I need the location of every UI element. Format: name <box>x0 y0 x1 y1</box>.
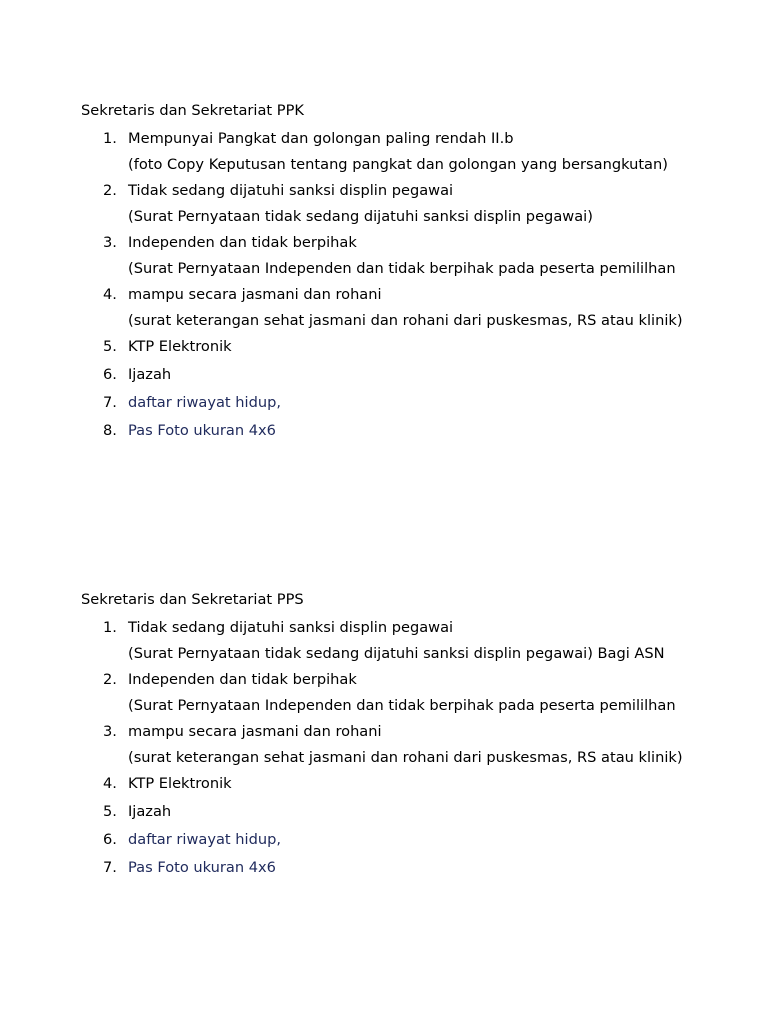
list-item <box>81 721 693 767</box>
item-number: 6. <box>103 831 117 848</box>
item-number: 2. <box>103 671 117 688</box>
item-number: 5. <box>103 338 117 355</box>
list-item <box>81 336 693 358</box>
item-number: 3. <box>103 723 117 740</box>
item-number: 1. <box>103 130 117 147</box>
item-note: (surat keterangan sehat jasmani dan rohani dari puskesmas, RS atau klinik) <box>128 749 683 766</box>
section-title: Sekretaris dan Sekretariat PPK <box>81 102 304 119</box>
item-note: (Surat Pernyataan tidak sedang dijatuhi sanksi displin pegawai) Bagi ASN <box>128 645 665 662</box>
item-text: Ijazah <box>128 803 172 820</box>
item-text: Mempunyai Pangkat dan golongan paling rendah II.b <box>128 130 514 147</box>
list-item <box>81 617 693 663</box>
item-number: 4. <box>103 286 117 303</box>
item-text: Tidak sedang dijatuhi sanksi displin pegawai <box>128 619 454 636</box>
list-item <box>81 284 693 330</box>
item-text: Tidak sedang dijatuhi sanksi displin pegawai <box>128 182 454 199</box>
item-number: 1. <box>103 619 117 636</box>
item-text: mampu secara jasmani dan rohani <box>128 723 382 740</box>
item-text: Independen dan tidak berpihak <box>128 671 357 688</box>
item-text: daftar riwayat hidup, <box>128 831 281 848</box>
item-number: 7. <box>103 394 117 411</box>
item-note: (Surat Pernyataan Independen dan tidak berpihak pada peserta pemililhan <box>128 260 676 277</box>
requirements-list <box>81 128 693 442</box>
list-item <box>81 420 693 442</box>
item-text: Independen dan tidak berpihak <box>128 234 357 251</box>
item-text: Pas Foto ukuran 4x6 <box>128 859 276 876</box>
list-item <box>81 232 693 278</box>
item-number: 5. <box>103 803 117 820</box>
item-text: Pas Foto ukuran 4x6 <box>128 422 276 439</box>
list-item <box>81 392 693 414</box>
item-text: KTP Elektronik <box>128 775 232 792</box>
item-number: 2. <box>103 182 117 199</box>
item-note: (surat keterangan sehat jasmani dan rohani dari puskesmas, RS atau klinik) <box>128 312 683 329</box>
section-ppk <box>81 100 693 448</box>
requirements-list <box>81 617 693 879</box>
item-text: KTP Elektronik <box>128 338 232 355</box>
item-number: 7. <box>103 859 117 876</box>
list-item <box>81 829 693 851</box>
item-text: Ijazah <box>128 366 172 383</box>
item-number: 4. <box>103 775 117 792</box>
item-note: (Surat Pernyataan Independen dan tidak berpihak pada peserta pemililhan <box>128 697 676 714</box>
list-item <box>81 801 693 823</box>
item-note: (foto Copy Keputusan tentang pangkat dan golongan yang bersangkutan) <box>128 156 668 173</box>
list-item <box>81 180 693 226</box>
item-text: mampu secara jasmani dan rohani <box>128 286 382 303</box>
list-item <box>81 364 693 386</box>
list-item <box>81 128 693 174</box>
item-number: 8. <box>103 422 117 439</box>
list-item <box>81 857 693 879</box>
item-text: daftar riwayat hidup, <box>128 394 281 411</box>
section-title: Sekretaris dan Sekretariat PPS <box>81 591 304 608</box>
item-number: 6. <box>103 366 117 383</box>
list-item <box>81 773 693 795</box>
list-item <box>81 669 693 715</box>
item-number: 3. <box>103 234 117 251</box>
section-pps <box>81 589 693 885</box>
item-note: (Surat Pernyataan tidak sedang dijatuhi sanksi displin pegawai) <box>128 208 593 225</box>
